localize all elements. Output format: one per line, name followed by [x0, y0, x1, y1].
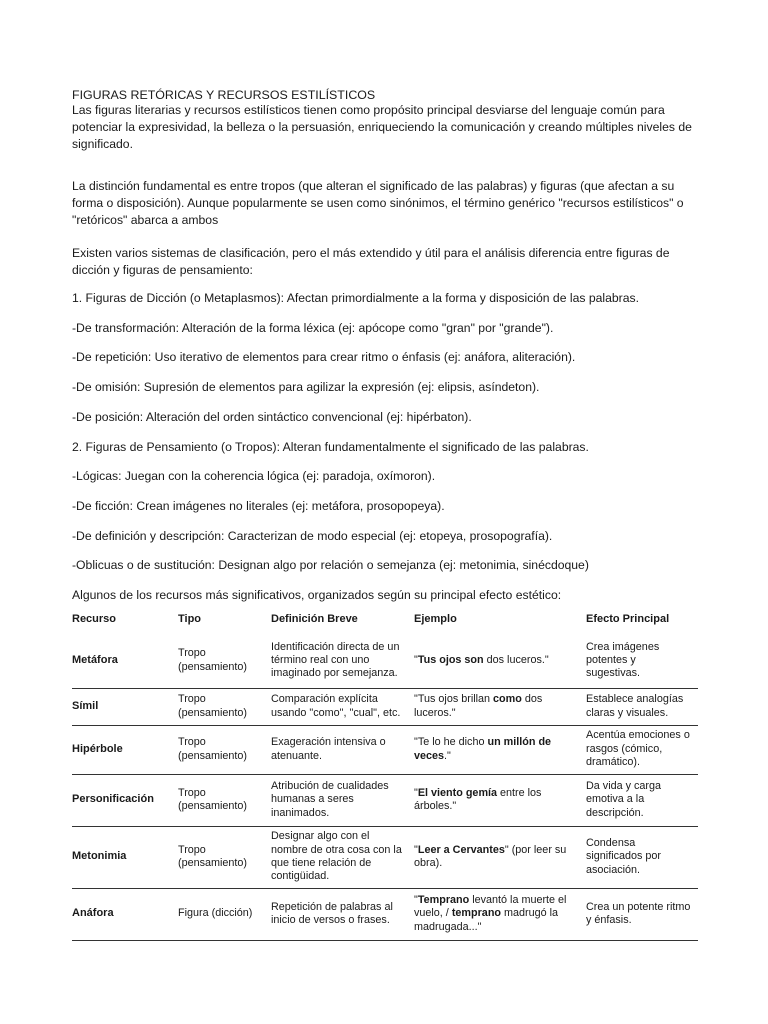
cell-tipo-text: Figura (dicción)	[178, 907, 253, 920]
cell-efecto-text: Da vida y carga emotiva a la descripción.	[586, 779, 662, 819]
cell-efecto-text: Crea un potente ritmo y énfasis.	[586, 900, 691, 926]
cell-tipo	[178, 774, 271, 826]
header-definicion: Definición Breve	[271, 613, 358, 626]
example-fragment: levantó la muerte el vuelo, /	[414, 893, 567, 920]
example-text	[414, 654, 586, 667]
example-text	[414, 894, 586, 934]
cell-tipo-text: Tropo (pensamiento)	[178, 693, 248, 719]
table-header-row	[72, 606, 698, 634]
example-fragment: " (por leer su obra).	[414, 843, 567, 869]
table-row	[72, 888, 698, 940]
example-fragment: ."	[444, 749, 451, 762]
distinction-paragraph: La distinción fundamental es entre tropos (que alteran el significado de las palabras) y figuras (que afectan a su forma o disposición). Aunque popularmente se usen como sinónimos, el término genérico "recursos estilísticos" o "retóricos" abarca a ambos	[72, 179, 684, 227]
example-fragment: "	[414, 786, 418, 799]
example-fragment: "	[414, 893, 418, 906]
intro-paragraph: Las figuras literarias y recursos estilísticos tienen como propósito principal desviarse del lenguaje común para potenciar la expresividad, la belleza o la persuasión, enriqueciendo la comunicación y creando múltiples niveles de significado.	[72, 103, 692, 151]
example-fragment: "Te lo he dicho	[414, 736, 488, 749]
cell-recurso	[72, 888, 178, 940]
cell-recurso	[72, 774, 178, 826]
list-item: -Lógicas: Juegan con la coherencia lógica (ej: paradoja, oxímoron).	[72, 469, 436, 483]
cell-tipo	[178, 888, 271, 940]
cell-efecto	[586, 774, 698, 826]
cell-definicion-text: Comparación explícita usando "como", "cual", etc.	[271, 693, 401, 719]
cell-recurso-text: Símil	[72, 699, 99, 712]
example-emphasis: un millón de veces	[414, 736, 552, 762]
cell-definicion-text: Designar algo con el nombre de otra cosa con la que tiene relación de contigüidad.	[271, 830, 402, 883]
cell-definicion	[271, 634, 414, 688]
example-fragment: entre los árboles."	[414, 786, 542, 812]
table-row	[72, 634, 698, 688]
example-emphasis: como	[493, 693, 522, 706]
cell-definicion-text: Repetición de palabras al inicio de versos o frases.	[271, 900, 393, 926]
example-emphasis: Tus ojos son	[417, 654, 484, 667]
header-recurso: Recurso	[72, 613, 117, 626]
example-emphasis: El viento gemía	[417, 786, 498, 799]
figures-table	[72, 606, 698, 941]
cell-efecto	[586, 725, 698, 774]
header-efecto: Efecto Principal	[586, 613, 670, 626]
cell-definicion	[271, 826, 414, 888]
example-text	[414, 736, 586, 763]
cell-tipo	[178, 634, 271, 688]
document-title: FIGURAS RETÓRICAS Y RECURSOS ESTILÍSTICOS	[72, 88, 376, 102]
example-emphasis: temprano	[451, 907, 502, 920]
list-item: -De ficción: Crean imágenes no literales (ej: metáfora, prosopopeya).	[72, 499, 445, 513]
cell-tipo-text: Tropo (pensamiento)	[178, 786, 248, 812]
cell-recurso-text: Personificación	[72, 793, 154, 806]
list-item: -De posición: Alteración del orden sintáctico convencional (ej: hipérbaton).	[72, 410, 472, 424]
cell-recurso	[72, 634, 178, 688]
cell-ejemplo	[414, 888, 586, 940]
cell-efecto-text: Crea imágenes potentes y sugestivas.	[586, 640, 660, 680]
cell-ejemplo	[414, 634, 586, 688]
table-row	[72, 688, 698, 725]
cell-tipo-text: Tropo (pensamiento)	[178, 843, 248, 869]
cell-definicion-text: Atribución de cualidades humanas a seres inanimados.	[271, 779, 389, 819]
example-fragment: "	[414, 843, 418, 856]
classification-paragraph: Existen varios sistemas de clasificación, pero el más extendido y útil para el análisis diferencia entre figuras de dicción y figuras de pensamiento:	[72, 246, 670, 277]
header-ejemplo: Ejemplo	[414, 613, 457, 626]
cell-recurso	[72, 725, 178, 774]
cell-tipo-text: Tropo (pensamiento)	[178, 647, 248, 673]
table-row	[72, 725, 698, 774]
list-item: -De definición y descripción: Caracterizan de modo especial (ej: etopeya, prosopografía).	[72, 529, 553, 543]
cell-ejemplo	[414, 725, 586, 774]
cell-ejemplo	[414, 826, 586, 888]
cell-tipo	[178, 826, 271, 888]
cell-recurso	[72, 826, 178, 888]
example-fragment: "Tus ojos brillan	[414, 693, 494, 706]
table-row	[72, 826, 698, 888]
cell-tipo-text: Tropo (pensamiento)	[178, 736, 248, 762]
diccion-heading: 1. Figuras de Dicción (o Metaplasmos): Afectan primordialmente a la forma y disposición de las palabras.	[72, 291, 639, 305]
cell-recurso-text: Anáfora	[72, 907, 114, 920]
cell-recurso-text: Metonimia	[72, 850, 127, 863]
cell-definicion	[271, 688, 414, 725]
cell-recurso-text: Metáfora	[72, 654, 118, 667]
cell-efecto-text: Establece analogías claras y visuales.	[586, 693, 684, 719]
table-row	[72, 774, 698, 826]
cell-definicion-text: Identificación directa de un término real con uno imaginado por semejanza.	[271, 640, 400, 680]
cell-recurso	[72, 688, 178, 725]
cell-efecto	[586, 634, 698, 688]
example-text	[414, 693, 586, 720]
header-tipo: Tipo	[178, 613, 202, 626]
cell-efecto	[586, 826, 698, 888]
cell-efecto-text: Condensa significados por asociación.	[586, 836, 662, 876]
table-intro: Algunos de los recursos más significativos, organizados según su principal efecto estético:	[72, 588, 562, 602]
example-fragment: "	[414, 654, 418, 667]
cell-definicion	[271, 888, 414, 940]
cell-ejemplo	[414, 774, 586, 826]
cell-efecto-text: Acentúa emociones o rasgos (cómico, dramático).	[586, 729, 690, 769]
list-item: -De omisión: Supresión de elementos para agilizar la expresión (ej: elipsis, asíndeton).	[72, 380, 540, 394]
example-fragment: madrugó la madrugada..."	[414, 907, 559, 933]
cell-definicion	[271, 725, 414, 774]
cell-efecto	[586, 888, 698, 940]
cell-definicion	[271, 774, 414, 826]
list-item: -De repetición: Uso iterativo de elementos para crear ritmo o énfasis (ej: anáfora, aliteración).	[72, 350, 576, 364]
example-fragment: dos luceros."	[414, 693, 543, 719]
pensamiento-heading: 2. Figuras de Pensamiento (o Tropos): Alteran fundamentalmente el significado de las palabras.	[72, 440, 589, 454]
cell-tipo	[178, 688, 271, 725]
example-text	[414, 787, 586, 814]
cell-ejemplo	[414, 688, 586, 725]
example-emphasis: Temprano	[417, 893, 470, 906]
cell-efecto	[586, 688, 698, 725]
cell-recurso-text: Hipérbole	[72, 742, 123, 755]
cell-tipo	[178, 725, 271, 774]
table-body	[72, 634, 698, 940]
example-text	[414, 844, 586, 871]
list-item: -Oblicuas o de sustitución: Designan algo por relación o semejanza (ej: metonimia, sinécdoque)	[72, 558, 589, 572]
list-item: -De transformación: Alteración de la forma léxica (ej: apócope como "gran" por "grande").	[72, 321, 554, 335]
example-fragment: dos luceros."	[483, 654, 549, 667]
example-emphasis: Leer a Cervantes	[417, 843, 505, 856]
cell-definicion-text: Exageración intensiva o atenuante.	[271, 736, 386, 762]
